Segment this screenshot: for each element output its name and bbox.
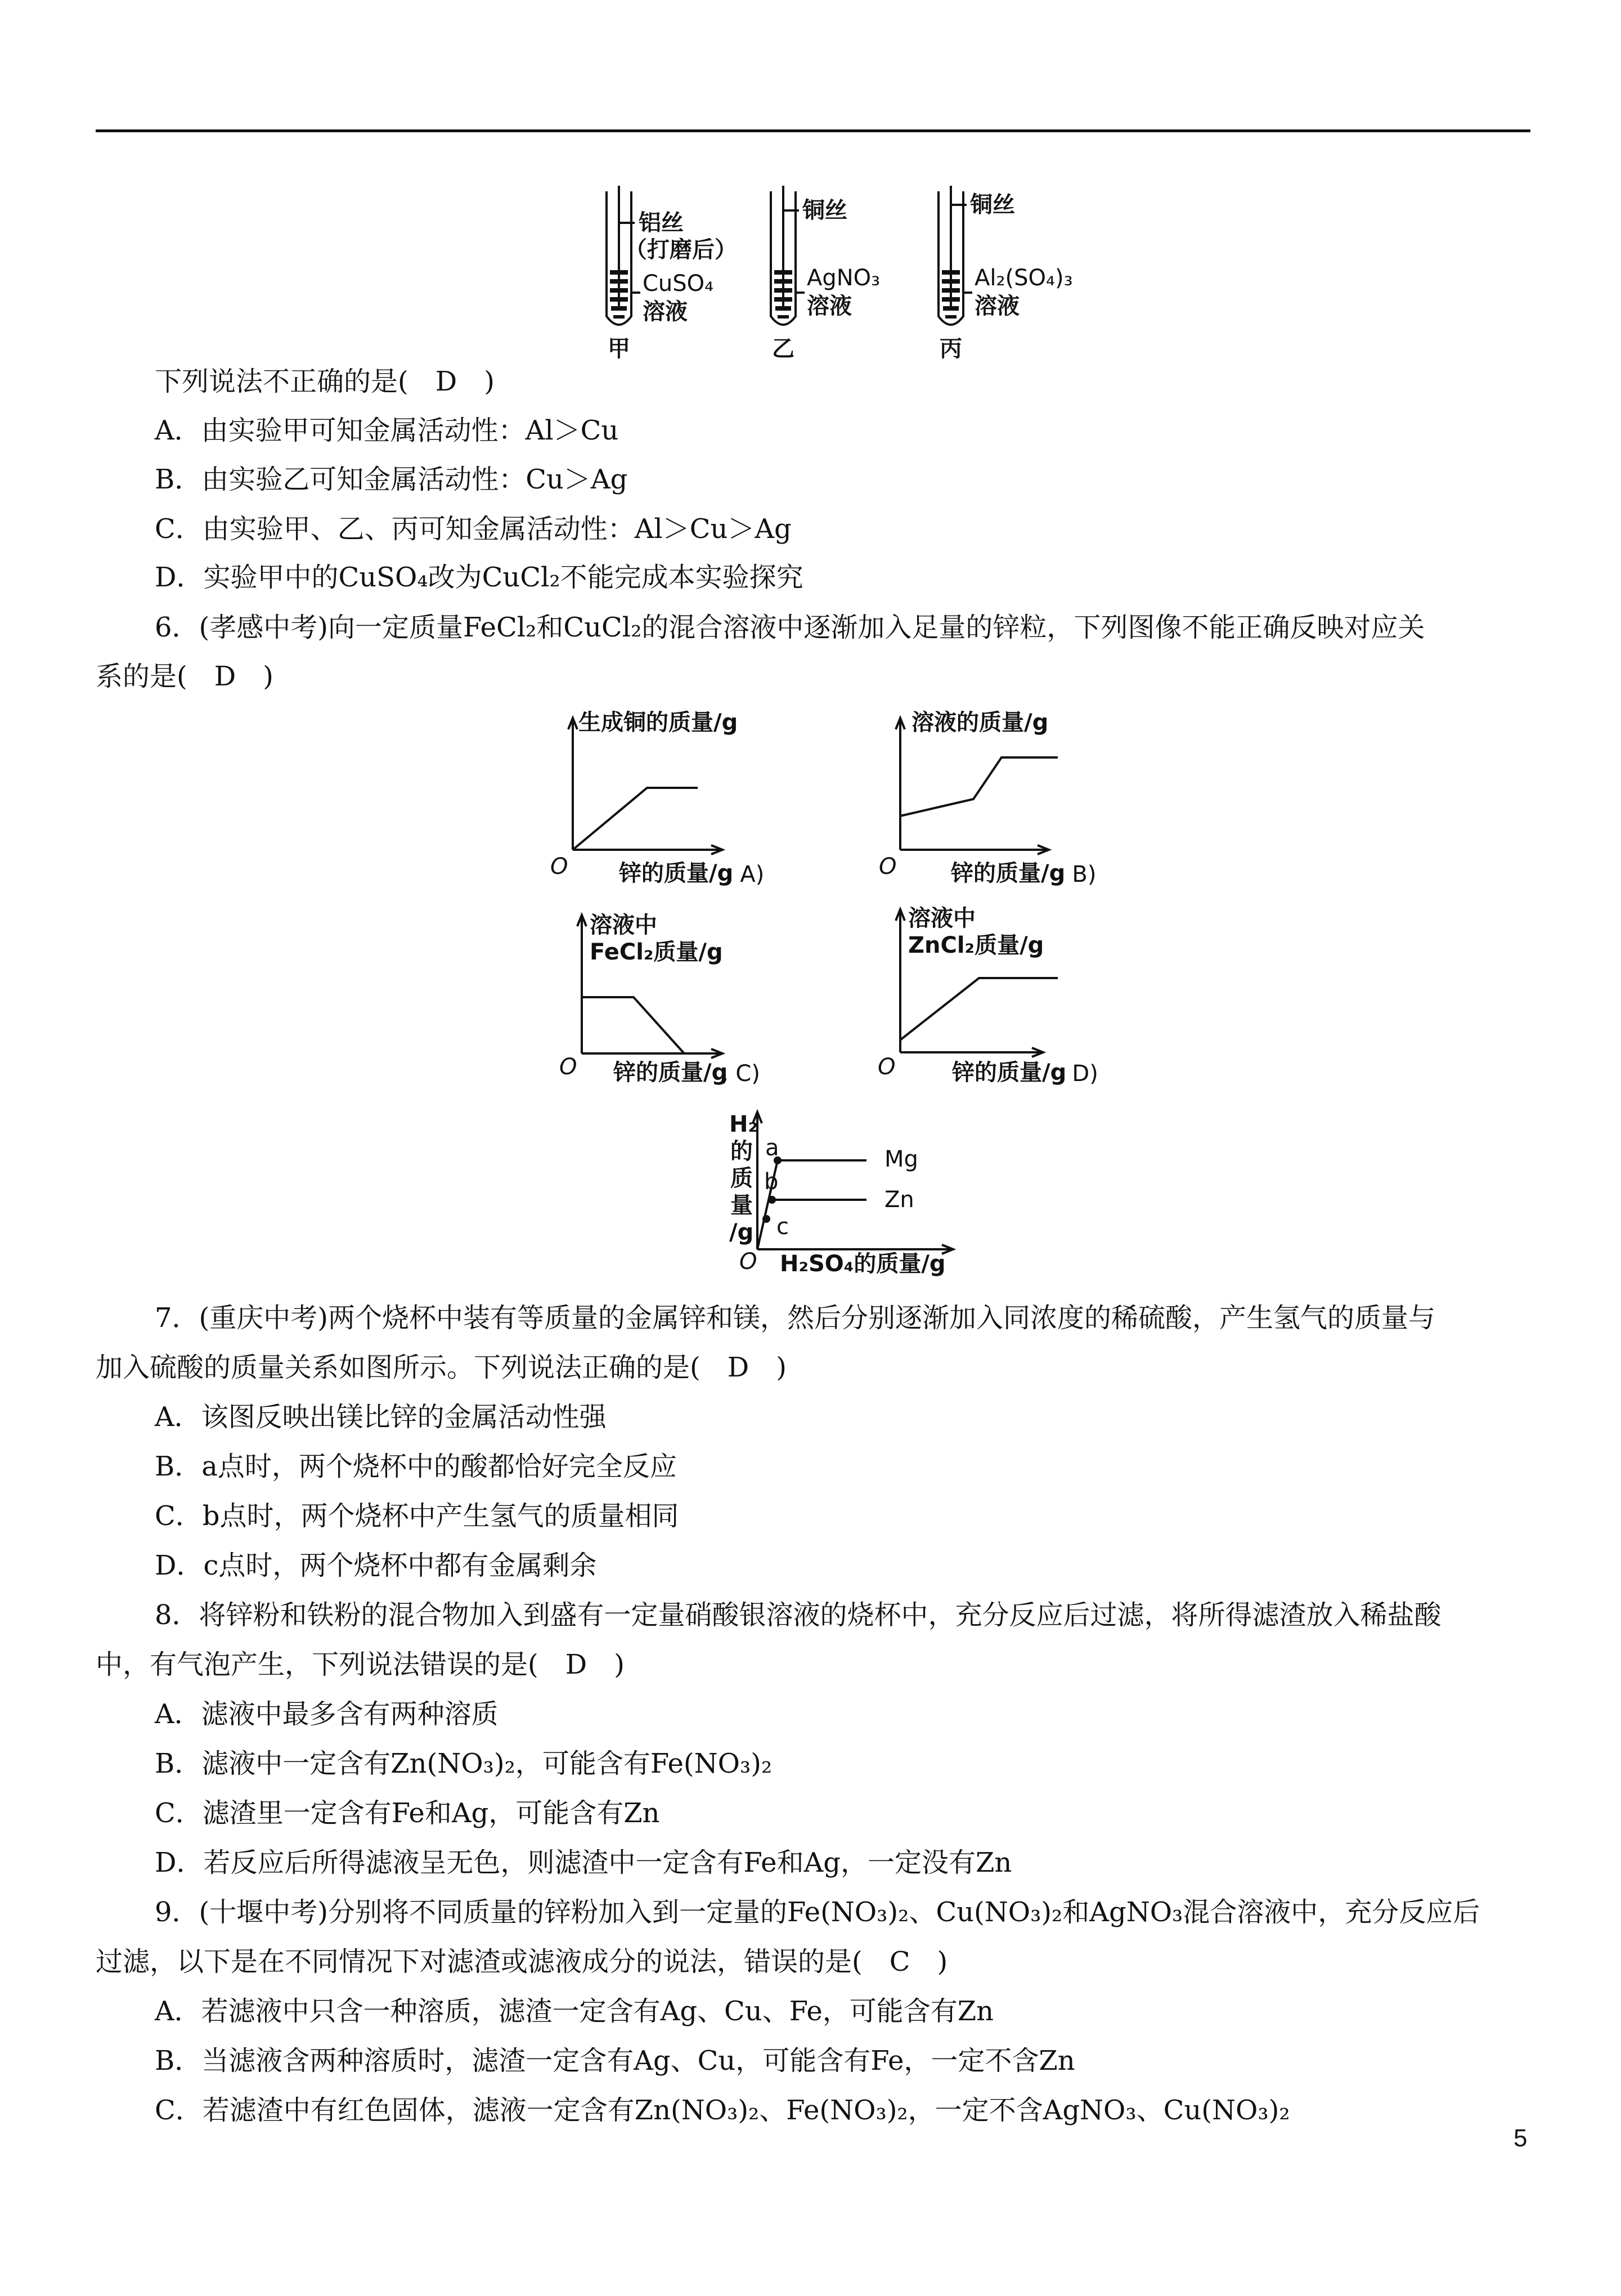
graph-d-tag: , D): [1058, 1061, 1098, 1087]
graph-c-line: [582, 997, 684, 1053]
q7-line1: 7．(重庆中考)两个烧杯中装有等质量的金属锌和镁，然后分别逐渐加入同浓度的稀硫酸，产生氢气的质量与: [155, 1302, 1435, 1334]
h2-origin: O: [739, 1249, 757, 1275]
graph-d-line: [900, 978, 1058, 1040]
graph-d-origin: O: [878, 1054, 896, 1080]
graph-b-tag: , B): [1058, 862, 1097, 887]
h2-point-a-label: a: [765, 1135, 779, 1161]
h2-mg-label: Mg: [884, 1146, 918, 1172]
q7-line2: 加入硫酸的质量关系如图所示。下列说法正确的是( D ): [96, 1352, 787, 1383]
h2-ylabel-1: 的: [730, 1138, 753, 1164]
test-tube-figure: [563, 186, 1125, 371]
q7-option-a: A．该图反映出镁比锌的金属活动性强: [155, 1401, 607, 1433]
graph-a-line: [573, 788, 698, 850]
tube3-solution-word: 溶液: [975, 293, 1020, 319]
q9-option-b: B．当滤液含两种溶质时，滤渣一定含有Ag、Cu，可能含有Fe，一定不含Zn: [155, 2045, 1075, 2077]
tube2-solution-word: 溶液: [807, 293, 852, 319]
tube1-solution: CuSO₄: [643, 271, 714, 297]
h2-ylabel-0: H₂: [729, 1111, 758, 1137]
graph-b-xlabel: 锌的质量/g: [951, 860, 1066, 886]
graph-a-xlabel: 锌的质量/g: [619, 860, 734, 886]
graph-a-tag: , A): [726, 862, 765, 887]
graph-c-origin: O: [559, 1054, 577, 1080]
q8-line1: 8．将锌粉和铁粉的混合物加入到盛有一定量硝酸银溶液的烧杯中，充分反应后过滤，将所得滤渣放入稀盐酸: [155, 1599, 1442, 1631]
graph-d-ylabel2: ZnCl₂质量/g: [908, 932, 1044, 958]
q7-option-c: C．b点时，两个烧杯中产生氢气的质量相同: [155, 1500, 679, 1532]
h2-ylabel-3: 量: [730, 1192, 753, 1218]
h2-point-c-label: c: [776, 1214, 789, 1240]
graph-c-ylabel1: 溶液中: [590, 912, 657, 938]
graph-d-ylabel1: 溶液中: [908, 905, 976, 931]
q6-line2: 系的是( D ): [96, 661, 273, 692]
q8-option-c: C．滤渣里一定含有Fe和Ag，可能含有Zn: [155, 1797, 660, 1829]
graph-a: [540, 709, 855, 895]
q8-line2: 中，有气泡产生，下列说法错误的是( D ): [96, 1649, 625, 1680]
tube2-wire-label: 铜丝: [802, 198, 847, 223]
graph-d-xlabel: 锌的质量/g: [952, 1060, 1067, 1086]
q9-line2: 过滤，以下是在不同情况下对滤渣或滤液成分的说法，错误的是( C ): [96, 1946, 948, 1977]
graph-b: [866, 709, 1182, 895]
page-number: 5: [1514, 2124, 1528, 2152]
h2-point-b-label: b: [764, 1169, 779, 1195]
q8-option-b: B．滤液中一定含有Zn(NO₃)₂，可能含有Fe(NO₃)₂: [155, 1748, 773, 1779]
q8-option-d: D．若反应后所得滤液呈无色，则滤渣中一定含有Fe和Ag，一定没有Zn: [155, 1847, 1012, 1878]
graph-c-ylabel2: FeCl₂质量/g: [590, 939, 723, 965]
tube3-name: 丙: [940, 336, 962, 362]
graph-c-xlabel: 锌的质量/g: [613, 1060, 728, 1086]
q5-option-b: B．由实验乙可知金属活动性：Cu＞Ag: [155, 464, 628, 495]
graph-b-line: [900, 757, 1058, 816]
tube1-name: 甲: [608, 336, 630, 362]
q9-option-c: C．若滤渣中有红色固体，滤液一定含有Zn(NO₃)₂、Fe(NO₃)₂，一定不含AgNO₃、Cu(NO₃)₂: [155, 2095, 1290, 2126]
h2-zn-label: Zn: [884, 1187, 914, 1213]
graph-a-ylabel: 生成铜的质量/g: [578, 710, 738, 736]
h2-graph: [726, 1103, 985, 1289]
point-b: [768, 1196, 776, 1204]
tube1-wire-label: 铝丝: [639, 210, 684, 236]
tube2-solution: AgNO₃: [807, 265, 881, 291]
q7-option-d: D．c点时，两个烧杯中都有金属剩余: [155, 1550, 597, 1581]
q9-line1: 9．(十堰中考)分别将不同质量的锌粉加入到一定量的Fe(NO₃)₂、Cu(NO₃)₂和AgNO₃混合溶液中，充分反应后: [155, 1896, 1480, 1928]
graph-d: [866, 900, 1182, 1092]
tube1-wire-note: （打磨后）: [625, 237, 737, 263]
tube1-solution-word: 溶液: [643, 299, 688, 325]
q5-option-d: D．实验甲中的CuSO₄改为CuCl₂不能完成本实验探究: [155, 562, 803, 593]
tube2-name: 乙: [772, 336, 794, 362]
tube3-solution: Al₂(SO₄)₃: [975, 265, 1073, 291]
graph-c: [540, 906, 855, 1092]
q6-line1: 6．(孝感中考)向一定质量FeCl₂和CuCl₂的混合溶液中逐渐加入足量的锌粒，下列图像不能正确反映对应关: [155, 612, 1425, 643]
point-c: [762, 1215, 770, 1223]
q5-option-c: C．由实验甲、乙、丙可知金属活动性：Al＞Cu＞Ag: [155, 513, 792, 545]
tube3-wire-label: 铜丝: [970, 192, 1015, 218]
q8-option-a: A．滤液中最多含有两种溶质: [155, 1698, 499, 1730]
h2-ylabel-2: 质: [730, 1165, 753, 1191]
header-rule: [96, 129, 1530, 132]
q9-option-a: A．若滤液中只含一种溶质，滤渣一定含有Ag、Cu、Fe，可能含有Zn: [155, 1995, 994, 2027]
q5-option-a: A．由实验甲可知金属活动性：Al＞Cu: [155, 415, 619, 446]
q7-option-b: B．a点时，两个烧杯中的酸都恰好完全反应: [155, 1451, 677, 1482]
graph-b-origin: O: [879, 854, 897, 880]
q5-stem: 下列说法不正确的是( D ): [155, 366, 495, 397]
graph-c-tag: , C): [721, 1061, 760, 1087]
h2-xlabel: H₂SO₄的质量/g: [780, 1251, 946, 1277]
graph-b-ylabel: 溶液的质量/g: [911, 710, 1049, 736]
h2-ylabel-4: /g: [729, 1219, 754, 1245]
graph-a-origin: O: [550, 854, 568, 880]
